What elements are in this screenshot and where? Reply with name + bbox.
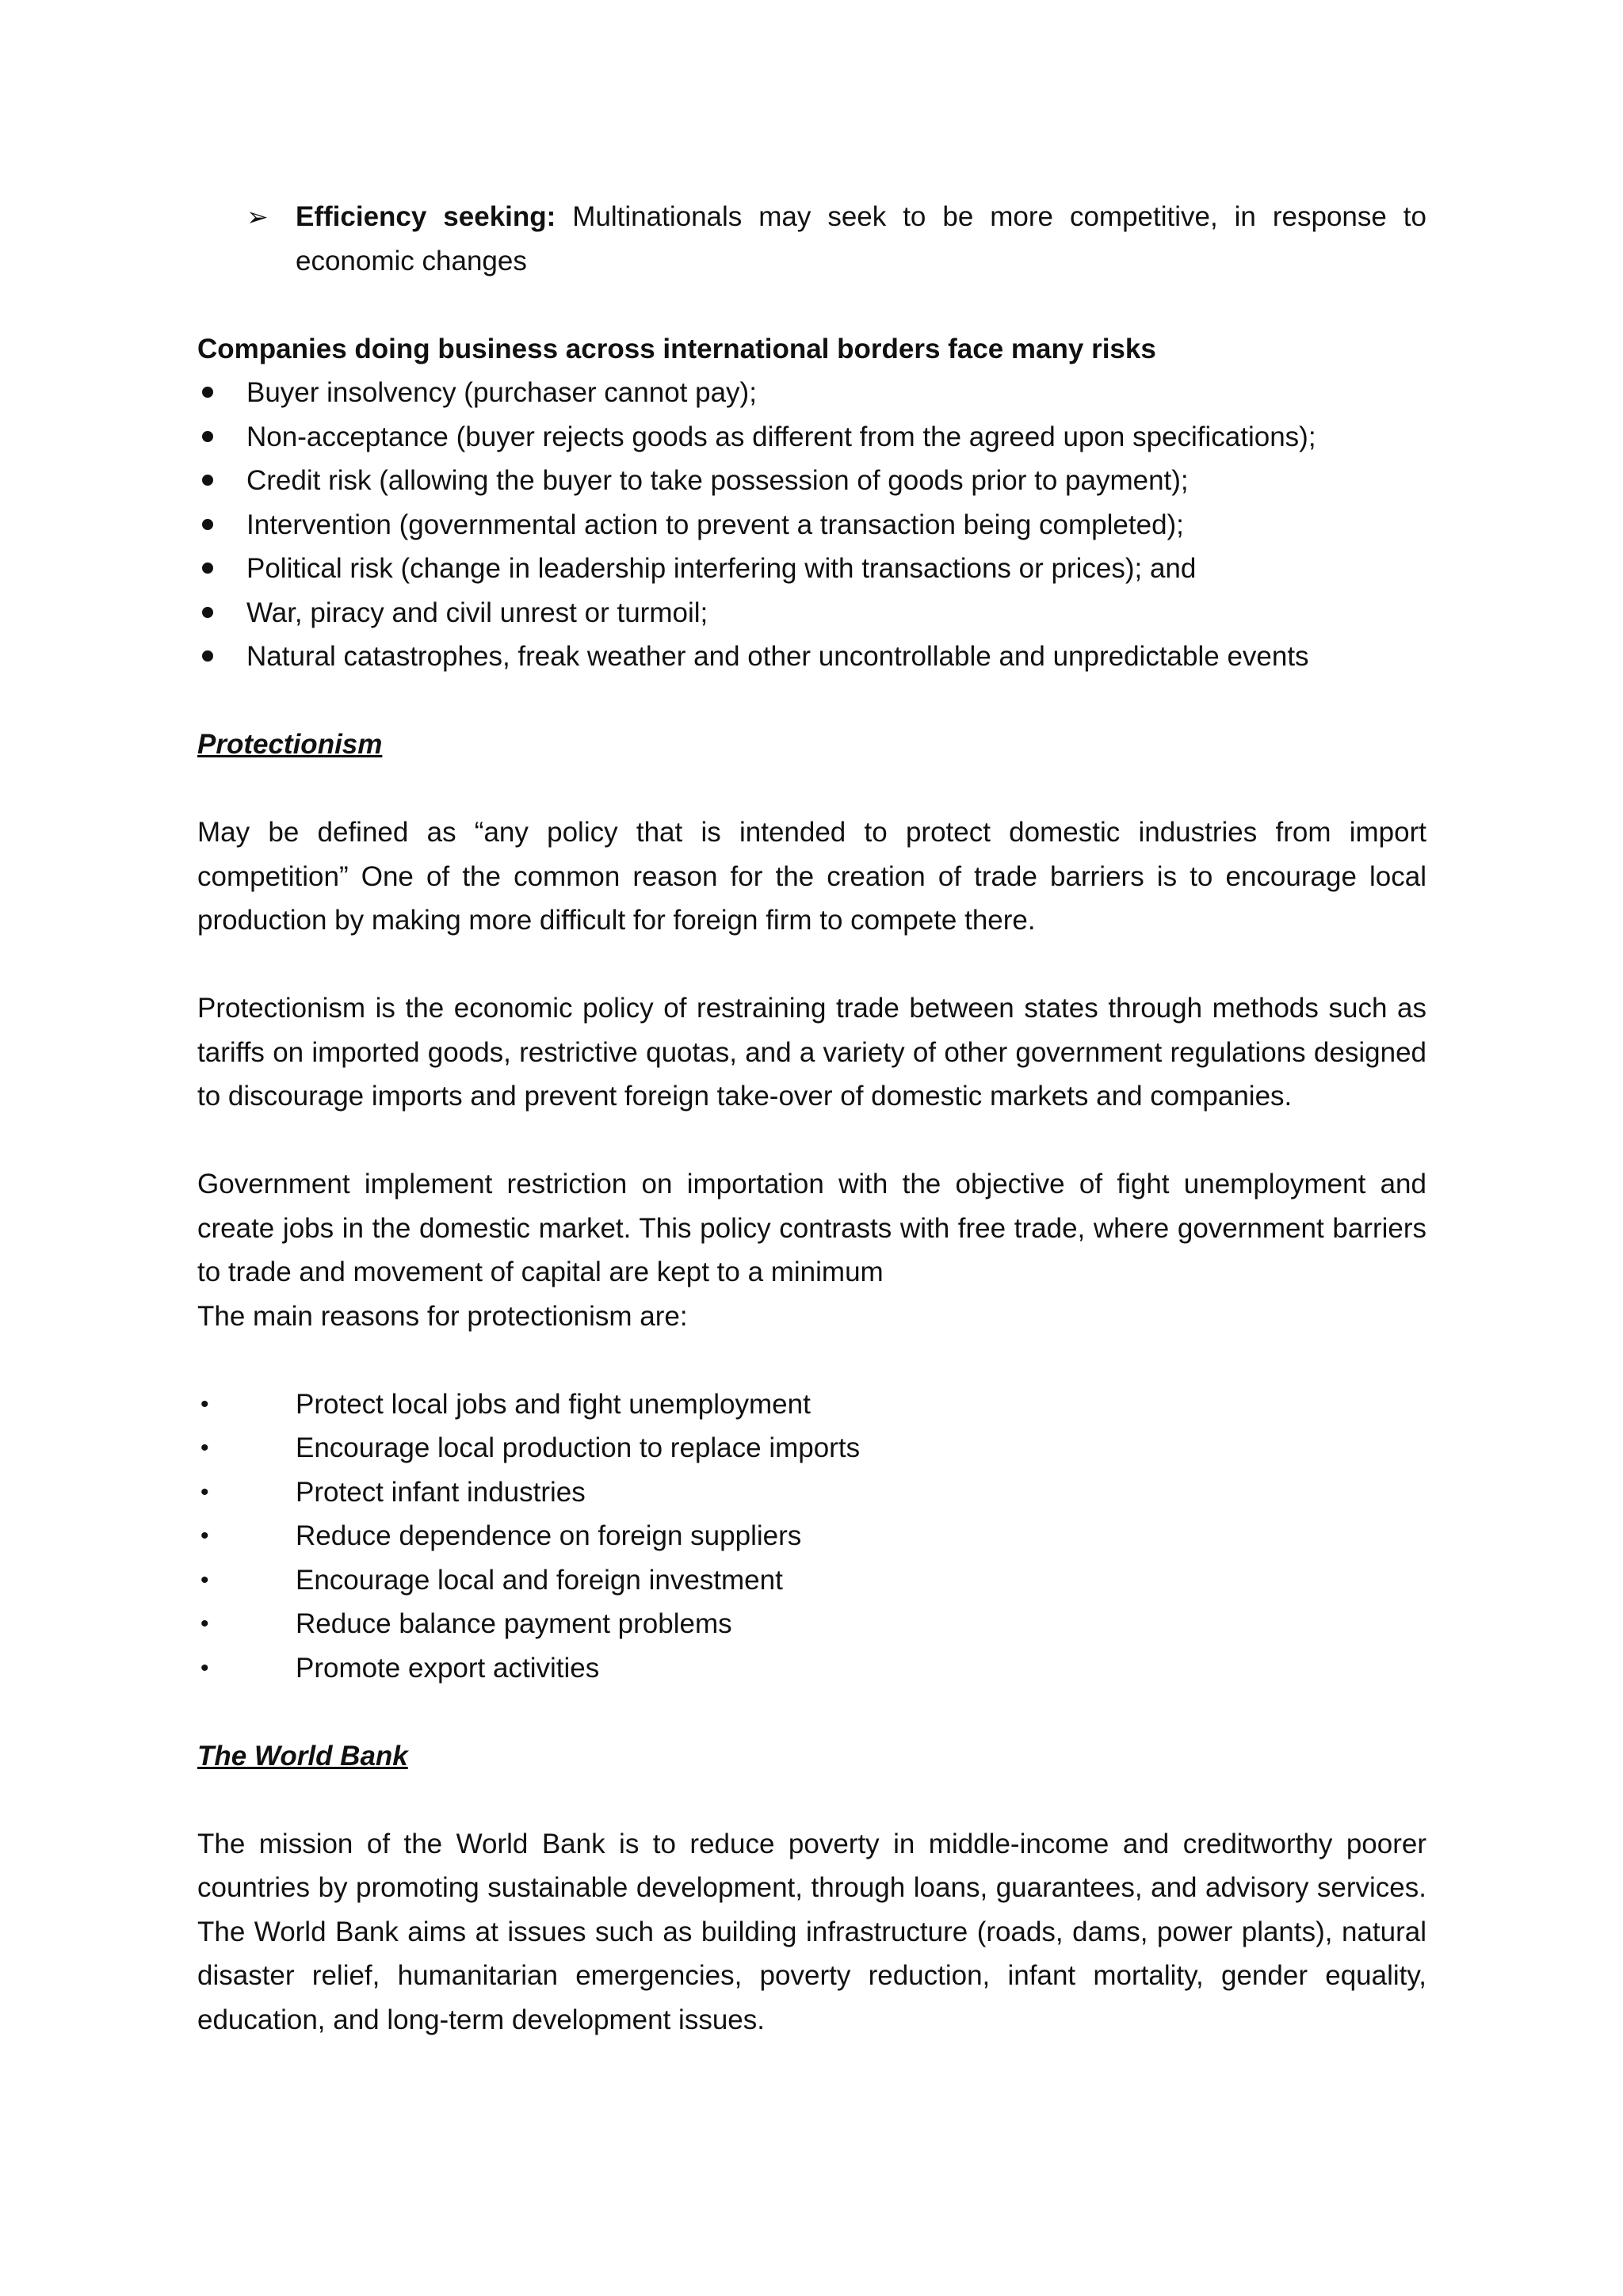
list-item-text: Natural catastrophes, freak weather and other uncontrollable and unpredictable events (246, 641, 1309, 672)
efficiency-label: Efficiency seeking: (296, 201, 556, 232)
spacer (197, 1690, 1426, 1734)
list-item (197, 635, 1426, 679)
bullet-icon: • (200, 1435, 209, 1461)
list-item-text: Intervention (governmental action to prevent a transaction being completed); (246, 509, 1184, 540)
list-item-text: Buyer insolvency (purchaser cannot pay); (246, 377, 757, 408)
spacer (197, 767, 1426, 811)
list-item (197, 415, 1426, 460)
list-item (197, 459, 1426, 503)
spacer (197, 1119, 1426, 1163)
protectionism-paragraph-1: May be defined as “any policy that is intended to protect domestic industries from import competition” One of the common reason for the creation of trade barriers is to encourage local production by making more difficult for foreign firm to compete there. (197, 817, 1426, 936)
page-content (197, 195, 1426, 2042)
list-item (197, 547, 1426, 591)
bullet-icon: • (200, 1566, 209, 1593)
list-item (197, 1558, 1426, 1603)
list-item (197, 371, 1426, 415)
world-bank-paragraph: The mission of the World Bank is to reduce poverty in middle-income and creditworthy poorer countries by promoting sustainable development, through loans, guarantees, and advisory services. The World Bank aims at issues such as building infrastructure (roads, dams, power plants), natural disaster relief, humanitarian emergencies, poverty reduction, infant mortality, gender equality, education, and long-term development issues. (197, 1828, 1426, 2035)
protectionism-paragraph-3: Government implement restriction on importation with the objective of fight unemployment and create jobs in the domestic market. This policy contrasts with free trade, where government barriers to trade and movement of capital are kept to a minimum (197, 1169, 1426, 1287)
list-item-text: Encourage local and foreign investment (296, 1564, 783, 1596)
list-item-text: Reduce dependence on foreign suppliers (296, 1520, 802, 1551)
bullet-icon (202, 563, 213, 574)
risks-list (197, 371, 1426, 679)
list-item (197, 1514, 1426, 1558)
spacer (197, 1778, 1426, 1822)
protectionism-heading: Protectionism (197, 729, 383, 760)
spacer (197, 679, 1426, 723)
list-item-text: Promote export activities (296, 1652, 600, 1684)
list-item-text: Protect local jobs and fight unemployment (296, 1388, 811, 1420)
list-item (197, 1646, 1426, 1691)
bullet-icon: • (200, 1390, 209, 1417)
list-item (197, 1426, 1426, 1470)
efficiency-seeking-item (197, 195, 1426, 283)
list-item-text: Non-acceptance (buyer rejects goods as different from the agreed upon specifications); (246, 421, 1316, 452)
spacer (197, 943, 1426, 987)
list-item (197, 1602, 1426, 1646)
list-item (197, 591, 1426, 635)
bullet-icon (202, 607, 213, 618)
list-item (197, 1383, 1426, 1427)
list-item-text: Credit risk (allowing the buyer to take possession of goods prior to payment); (246, 465, 1189, 496)
list-item-text: Reduce balance payment problems (296, 1608, 732, 1639)
efficiency-text: Multinationals may seek to be more competitive, in response to economic changes (296, 201, 1426, 277)
list-item (197, 1470, 1426, 1515)
bullet-icon (202, 387, 213, 398)
world-bank-heading: The World Bank (197, 1740, 408, 1772)
bullet-icon: • (200, 1523, 209, 1549)
bullet-icon (202, 519, 213, 530)
protectionism-paragraph-2: Protectionism is the economic policy of restraining trade between states through methods such as tariffs on imported goods, restrictive quotas, and a variety of other government regulations designed to discourage imports and prevent foreign take-over of domestic markets and companies. (197, 993, 1426, 1112)
arrow-bullet-icon: ➢ (246, 201, 269, 232)
bullet-icon (202, 475, 213, 486)
risks-heading: Companies doing business across international borders face many risks (197, 333, 1156, 364)
bullet-icon (202, 431, 213, 442)
reasons-intro: The main reasons for protectionism are: (197, 1300, 688, 1332)
bullet-icon: • (200, 1478, 209, 1505)
list-item-text: War, piracy and civil unrest or turmoil; (246, 597, 708, 628)
list-item-text: Political risk (change in leadership interfering with transactions or prices); and (246, 553, 1197, 584)
spacer (197, 1338, 1426, 1383)
spacer (197, 283, 1426, 327)
list-item (197, 503, 1426, 547)
bullet-icon (202, 650, 213, 662)
list-item-text: Protect infant industries (296, 1476, 586, 1508)
bullet-icon: • (200, 1611, 209, 1637)
reasons-list (197, 1383, 1426, 1691)
list-item-text: Encourage local production to replace imports (296, 1432, 861, 1463)
bullet-icon: • (200, 1654, 209, 1681)
